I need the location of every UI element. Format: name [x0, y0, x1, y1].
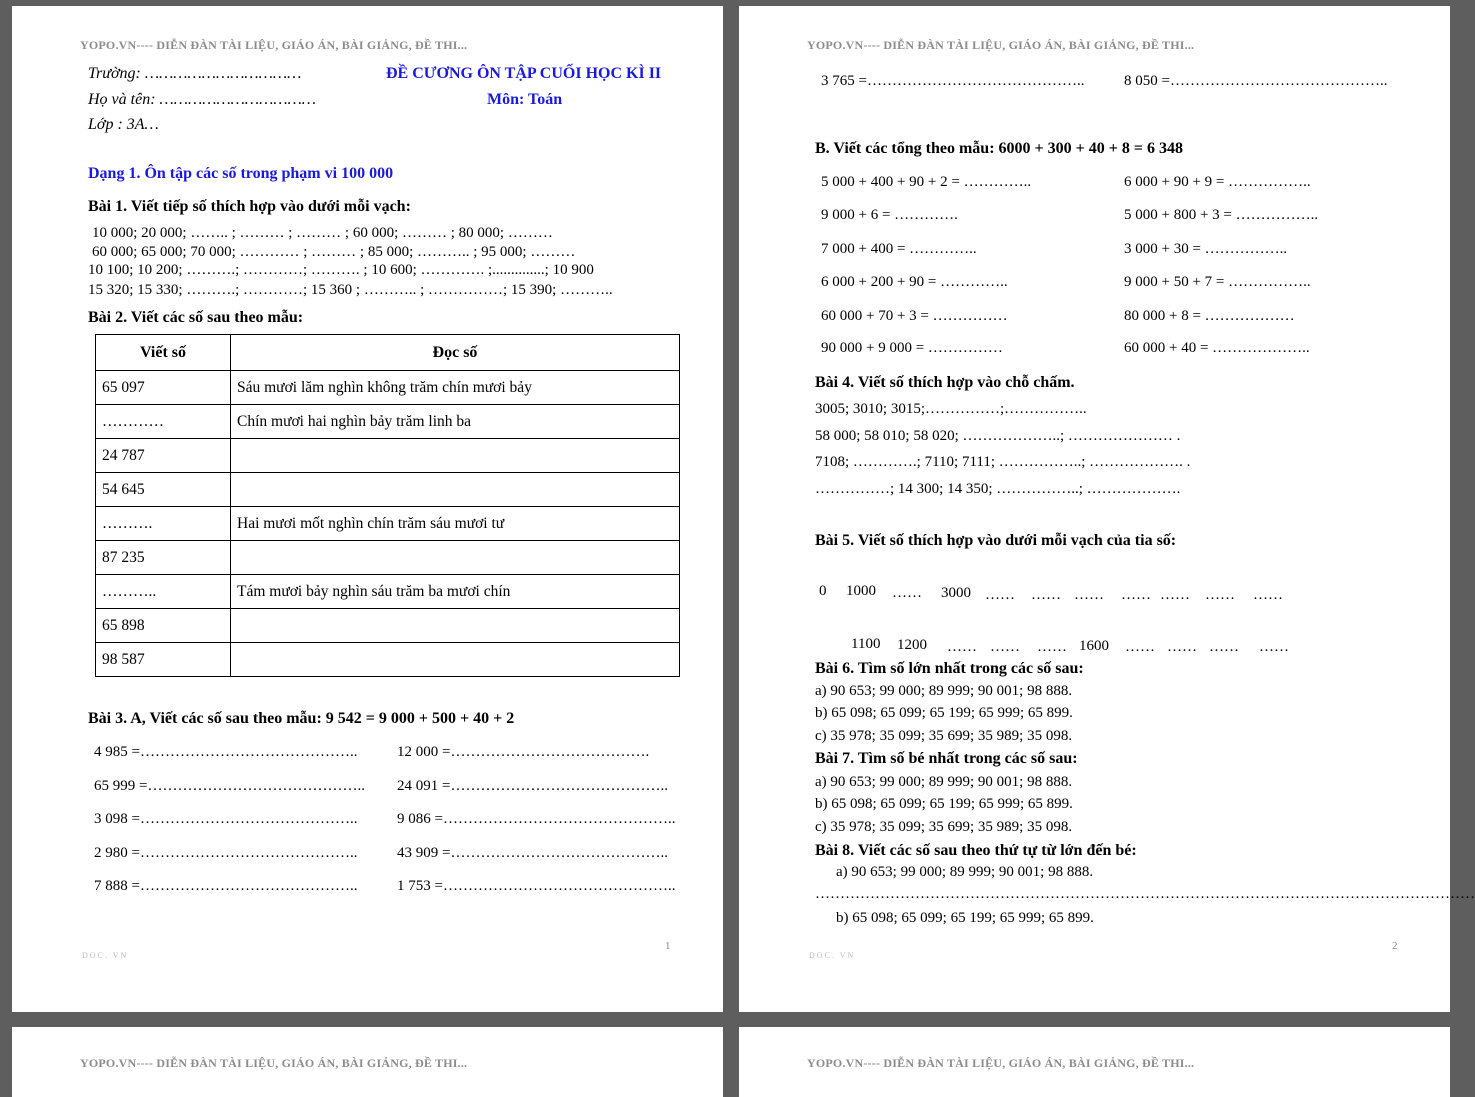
number-line-label: …… — [1031, 587, 1061, 603]
exercise-4-line: 58 000; 58 010; 58 020; ………………..; ………………… . — [815, 428, 1181, 444]
exercise-2-heading: Bài 2. Viết các số sau theo mẫu: — [88, 309, 304, 326]
exercise-4-line: 7108; ………….; 7110; 7111; ……………..; ………………. . — [815, 454, 1191, 470]
exercise-3-left-line: 4 985 =…………………………………….. — [94, 744, 358, 760]
number-line-label: …… — [1167, 639, 1197, 655]
exercise-1-line: 15 320; 15 330; ……….; …………; 15 360 ; ……….. ; ……………; 15 390; ……….. — [88, 282, 613, 298]
number-line-label: …… — [1160, 587, 1190, 603]
cell-number: 98 587 — [96, 643, 231, 677]
exercise-6-heading: Bài 6. Tìm số lớn nhất trong các số sau: — [815, 660, 1084, 677]
footer-watermark: DOC. VN — [82, 951, 129, 960]
section-b-left-line: 5 000 + 400 + 90 + 2 = ………….. — [821, 174, 1032, 190]
document-page-4 — [739, 1027, 1450, 1097]
exercise-3-right-line: 1 753 =……………………………………….. — [397, 878, 676, 894]
number-line-label: …… — [985, 587, 1015, 603]
document-title: ĐỀ CƯƠNG ÔN TẬP CUỐI HỌC KÌ II — [386, 65, 662, 82]
number-line-label: …… — [1125, 639, 1155, 655]
exercise-3-left-line: 2 980 =…………………………………….. — [94, 845, 358, 861]
number-line-label: 1200 — [897, 637, 927, 653]
column-header-write: Viết số — [96, 335, 231, 371]
document-page-3 — [12, 1027, 723, 1097]
number-line-label: 1600 — [1079, 638, 1109, 654]
exercise-5-heading: Bài 5. Viết số thích hợp vào dưới mỗi vạch của tia số: — [815, 532, 1177, 549]
exercise-7-heading: Bài 7. Tìm số bé nhất trong các số sau: — [815, 750, 1078, 767]
cell-number: 87 235 — [96, 541, 231, 575]
cell-number: 65 097 — [96, 371, 231, 405]
exercise-1-line: 60 000; 65 000; 70 000; ………… ; ……… ; 85 000; ……….. ; 95 000; ……… — [92, 244, 576, 260]
exercise-8-item-b: b) 65 098; 65 099; 65 199; 65 999; 65 899. — [836, 910, 1094, 926]
section-b-right-line: 9 000 + 50 + 7 = …………….. — [1124, 274, 1311, 290]
exercise-6-item: b) 65 098; 65 099; 65 199; 65 999; 65 899. — [815, 705, 1073, 721]
exercise-4-line: 3005; 3010; 3015;……………;…………….. — [815, 401, 1087, 417]
table-row — [96, 371, 680, 405]
table-row — [96, 541, 680, 575]
number-line-label: …… — [1205, 587, 1235, 603]
table-row — [96, 609, 680, 643]
table-row — [96, 507, 680, 541]
table-row — [96, 643, 680, 677]
section-heading-dang1: Dạng 1. Ôn tập các số trong phạm vi 100 000 — [88, 165, 394, 182]
class-field: Lớp : 3A… — [88, 116, 159, 133]
cell-number: ………… — [96, 405, 231, 439]
table-row — [96, 575, 680, 609]
exercise-6-item: a) 90 653; 99 000; 89 999; 90 001; 98 888. — [815, 683, 1073, 699]
number-line-label: …… — [1209, 639, 1239, 655]
section-b-right-line: 60 000 + 40 = ……………….. — [1124, 340, 1310, 356]
exercise-3-right-line: 9 086 =……………………………………….. — [397, 811, 676, 827]
section-b-right-line: 5 000 + 800 + 3 = …………….. — [1124, 207, 1319, 223]
cell-number: 65 898 — [96, 609, 231, 643]
cell-reading: Sáu mươi lăm nghìn không trăm chín mươi bảy — [231, 371, 680, 405]
number-line-label: 1000 — [846, 583, 876, 599]
cell-reading — [231, 609, 680, 643]
footer-watermark: DOC. VN — [809, 951, 856, 960]
exercise-1-line: 10 000; 20 000; …….. ; ……… ; ……… ; 60 000; ……… ; 80 000; ……… — [92, 225, 553, 241]
cell-reading — [231, 541, 680, 575]
page-number: 1 — [665, 940, 671, 952]
column-header-read: Đọc số — [231, 335, 680, 371]
exercise-1-heading: Bài 1. Viết tiếp số thích hợp vào dưới mỗi vạch: — [88, 198, 411, 215]
exercise-4-heading: Bài 4. Viết số thích hợp vào chỗ chấm. — [815, 374, 1075, 391]
section-b-right-line: 6 000 + 90 + 9 = …………….. — [1124, 174, 1311, 190]
exercise-8-item-a: a) 90 653; 99 000; 89 999; 90 001; 98 888. — [836, 864, 1094, 880]
exercise-3-right-line: 8 050 =…………………………………….. — [1124, 73, 1388, 89]
cell-reading — [231, 439, 680, 473]
section-b-left-line: 60 000 + 70 + 3 = …………… — [821, 308, 1008, 324]
school-field: Trường: …………………………… — [88, 65, 302, 82]
exercise-3-right-line: 43 909 =…………………………………….. — [397, 845, 668, 861]
table-row — [96, 439, 680, 473]
cell-reading — [231, 643, 680, 677]
page-header: YOPO.VN---- DIỄN ĐÀN TÀI LIỆU, GIÁO ÁN, BÀI GIẢNG, ĐỀ THI... — [807, 38, 1195, 52]
section-b-right-line: 3 000 + 30 = …………….. — [1124, 241, 1288, 257]
number-line-label: 3000 — [941, 585, 971, 601]
exercise-3-left-line: 65 999 =…………………………………….. — [94, 778, 365, 794]
table-header-row — [96, 335, 680, 371]
page-header: YOPO.VN---- DIỄN ĐÀN TÀI LIỆU, GIÁO ÁN, BÀI GIẢNG, ĐỀ THI... — [80, 38, 468, 52]
section-b-left-line: 90 000 + 9 000 = …………… — [821, 340, 1003, 356]
number-line-label: …… — [1259, 639, 1289, 655]
exercise-7-item: c) 35 978; 35 099; 35 699; 35 989; 35 098. — [815, 819, 1073, 835]
page-number: 2 — [1392, 940, 1398, 952]
exercise-3-heading: Bài 3. A, Viết các số sau theo mẫu: 9 542 = 9 000 + 500 + 40 + 2 — [88, 710, 515, 727]
cell-reading: Chín mươi hai nghìn bảy trăm linh ba — [231, 405, 680, 439]
section-b-left-line: 9 000 + 6 = …………. — [821, 207, 958, 223]
exercise-7-item: b) 65 098; 65 099; 65 199; 65 999; 65 899. — [815, 796, 1073, 812]
exercise-6-item: c) 35 978; 35 099; 35 699; 35 989; 35 098. — [815, 728, 1073, 744]
subject-label: Môn: Toán — [487, 91, 563, 108]
section-b-left-line: 6 000 + 200 + 90 = ………….. — [821, 274, 1008, 290]
number-line-label: …… — [892, 585, 922, 601]
section-b-right-line: 80 000 + 8 = ……………… — [1124, 308, 1295, 324]
page-header: YOPO.VN---- DIỄN ĐÀN TÀI LIỆU, GIÁO ÁN, BÀI GIẢNG, ĐỀ THI... — [80, 1056, 468, 1070]
exercise-4-line: ……………; 14 300; 14 350; ……………..; ………………. — [815, 481, 1181, 497]
number-line-label: …… — [1121, 587, 1151, 603]
document-page-2 — [739, 6, 1475, 1012]
cell-reading: Tám mươi bảy nghìn sáu trăm ba mươi chín — [231, 575, 680, 609]
exercise-1-line: 10 100; 10 200; ……….; …………; ………. ; 10 600; …………. ;..............; 10 900 — [88, 262, 594, 278]
table-row — [96, 473, 680, 507]
number-line-label: …… — [990, 639, 1020, 655]
exercise-3-left-line: 7 888 =…………………………………….. — [94, 878, 358, 894]
number-line-label: 1100 — [851, 636, 881, 652]
table-row — [96, 405, 680, 439]
cell-number: 54 645 — [96, 473, 231, 507]
number-line-label: …… — [1037, 639, 1067, 655]
document-page-1 — [12, 6, 723, 1012]
exercise-8-answer-dots: …………………………………………………………………………………………………………………… — [815, 886, 1475, 902]
number-line-label: 0 — [819, 583, 827, 599]
exercise-8-heading: Bài 8. Viết các số sau theo thứ tự từ lớn đến bé: — [815, 842, 1137, 859]
cell-reading: Hai mươi mốt nghìn chín trăm sáu mươi tư — [231, 507, 680, 541]
exercise-3-right-line: 12 000 =…………………………………. — [397, 744, 650, 760]
number-line-label: …… — [947, 639, 977, 655]
cell-reading — [231, 473, 680, 507]
number-line-label: …… — [1074, 587, 1104, 603]
cell-number: ……….. — [96, 575, 231, 609]
exercise-3-left-line: 3 098 =…………………………………….. — [94, 811, 358, 827]
page-header: YOPO.VN---- DIỄN ĐÀN TÀI LIỆU, GIÁO ÁN, BÀI GIẢNG, ĐỀ THI... — [807, 1056, 1195, 1070]
exercise-3-left-line: 3 765 =…………………………………….. — [821, 73, 1085, 89]
name-field: Họ và tên: …………………………… — [88, 91, 317, 108]
section-b-left-line: 7 000 + 400 = ………….. — [821, 241, 977, 257]
section-b-heading: B. Viết các tổng theo mẫu: 6000 + 300 + 40 + 8 = 6 348 — [815, 140, 1183, 157]
number-reading-table — [95, 334, 680, 677]
exercise-3-right-line: 24 091 =…………………………………….. — [397, 778, 668, 794]
cell-number: ………. — [96, 507, 231, 541]
exercise-7-item: a) 90 653; 99 000; 89 999; 90 001; 98 888. — [815, 774, 1073, 790]
number-line-label: …… — [1253, 587, 1283, 603]
cell-number: 24 787 — [96, 439, 231, 473]
